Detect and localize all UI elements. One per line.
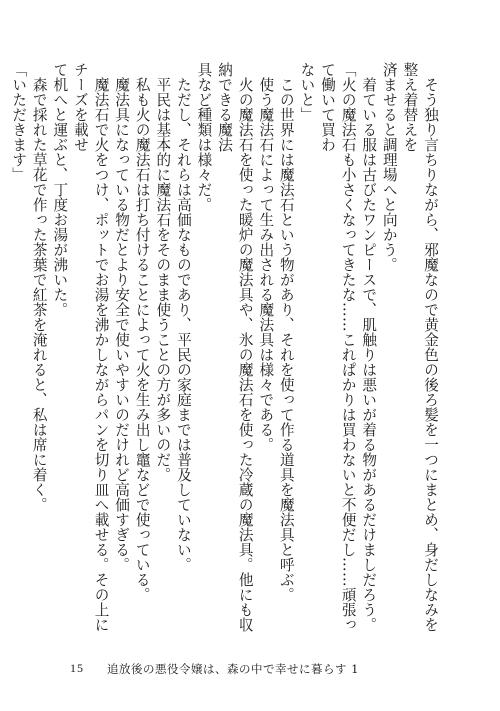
paragraph: この世界には魔法石という物があり、それを使って作る道具を魔法具と呼ぶ。 [277, 76, 295, 602]
paragraph: 火の魔法石を使った暖炉の魔法具や、氷の魔法石を使った冷蔵の魔法具。他にも収納できる魔法 [216, 62, 254, 632]
paragraph: 着ている服は古びたワンピースで、肌触りは悪いが着る物があるだけましだろう。 [360, 76, 378, 632]
body-text [8, 62, 440, 637]
paragraph: 私も火の魔法石は打ち付けることによって火を生み出し竈などで使っている。 [133, 76, 151, 602]
paragraph: 具など種類は様々だ。 [195, 62, 213, 212]
dialogue-line: 「火の魔法石も小さくなってきたな……これぱかりは買わないと不便だし……頑張って働いて買わ [319, 62, 357, 632]
dialogue-line: ないと」 [298, 62, 316, 122]
running-title: 追放後の悪役令嬢は、森の中で幸せに暮らす 1 [107, 662, 359, 676]
paragraph: そう独り言ちりながら、邪魔なので黄金色の後ろ髪を一つにまとめ、身だしなみを整え着替えを [401, 62, 439, 632]
paragraph: 済ませると調理場へと向かう。 [380, 62, 398, 272]
paragraph: 平民は基本的に魔法石をそのまま使うことの方が多いのだ。 [154, 76, 172, 482]
paragraph: 魔法石で火をつけ、ポットでお湯を沸かしながらパンを切り皿へ載せる。その上にチーズを載せ [71, 62, 110, 632]
page-number: 15 [70, 661, 84, 675]
paragraph: 使う魔法石によって生み出される魔法具は様々である。 [257, 76, 275, 452]
paragraph: て机へと運ぶと、丁度お湯が沸いた。 [51, 62, 69, 317]
paragraph: ただし、それらは高価なものであり、平民の家庭までは普及していない。 [174, 76, 192, 572]
paragraph: 森で採れた草花で作った茶葉で紅茶を淹れると、私は席に着く。 [30, 76, 48, 512]
paragraph: 魔法具になっている物だとより安全で使いやすいのだけれど高価すぎる。 [113, 76, 131, 572]
dialogue-line: 「いただきます」 [10, 62, 28, 182]
